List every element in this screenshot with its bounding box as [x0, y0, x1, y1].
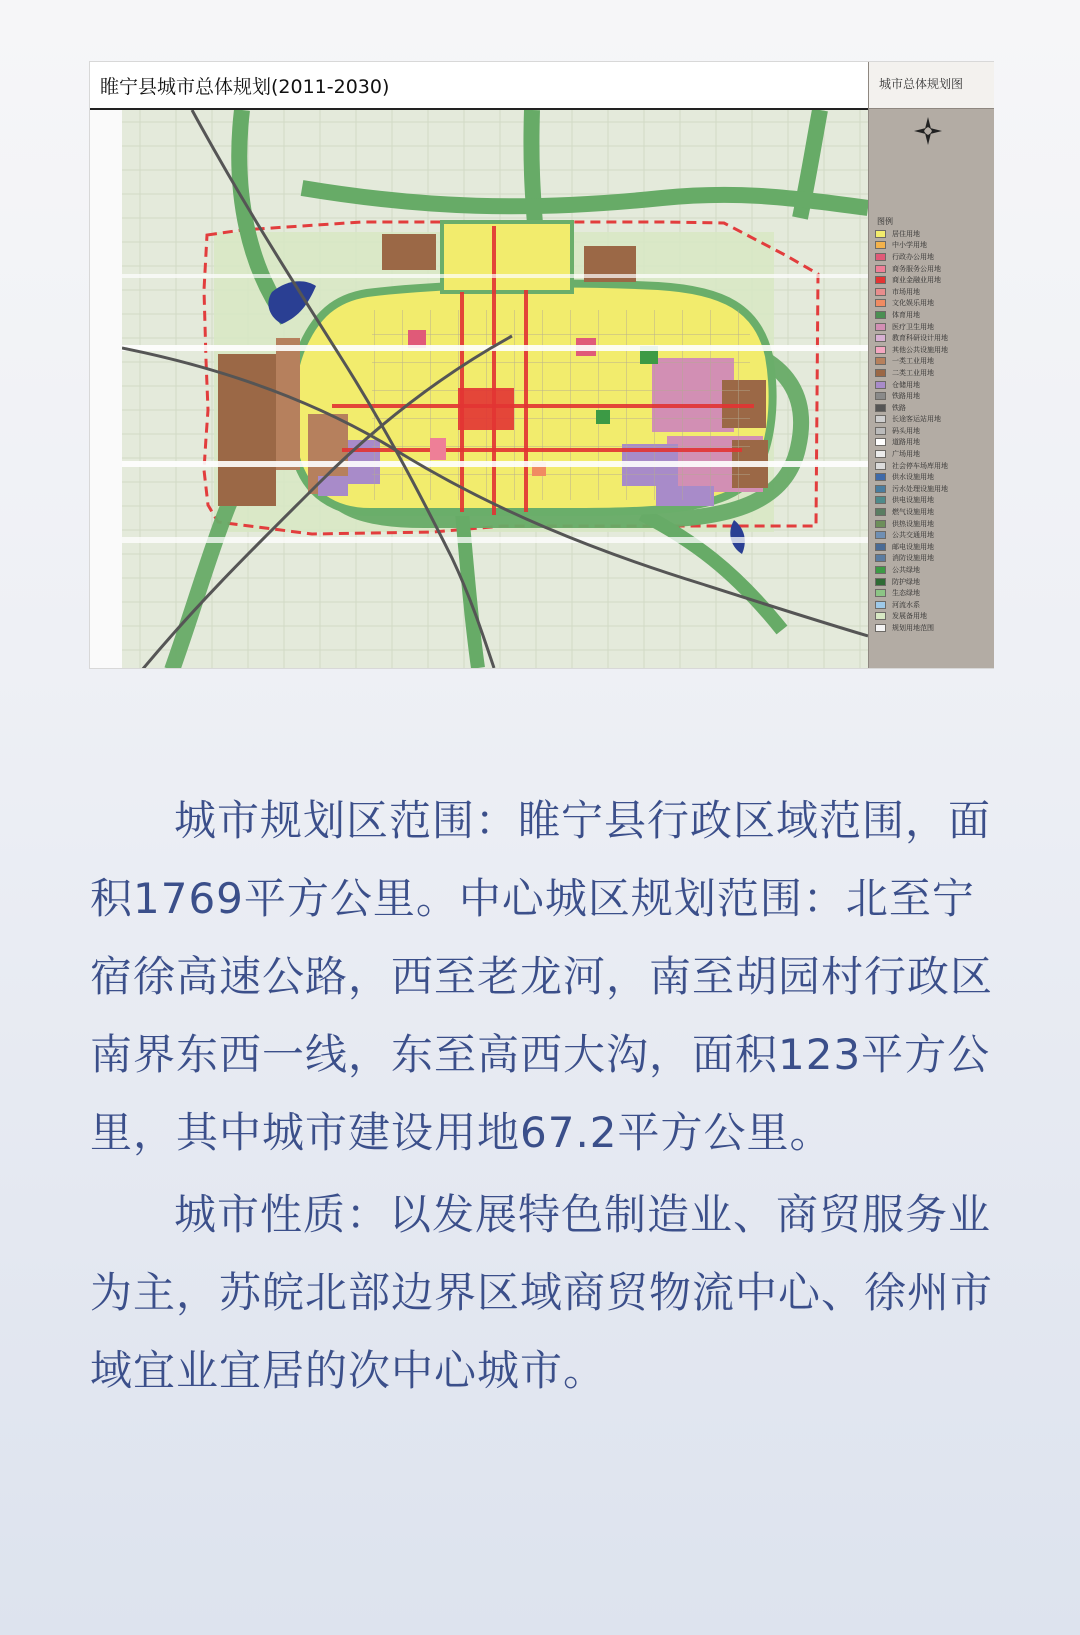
legend-item: [875, 587, 991, 599]
legend-label: 生态绿地: [892, 589, 920, 598]
legend-item: [875, 274, 991, 286]
west-industrial-strip: [276, 338, 300, 470]
legend-item: [875, 414, 991, 426]
legend-label: 河流水系: [892, 600, 920, 609]
legend-label: 消防设施用地: [892, 554, 934, 563]
north-residential-zone: [442, 222, 572, 292]
paragraph-planning-scope: 城市规划区范围：睢宁县行政区域范围，面积1769平方公里。中心城区规划范围：北至宁宿徐高速公路，西至老龙河，南至胡园村行政区南界东西一线，东至高西大沟，面积123平方公里，其中城市建设用地67.2平方公里。: [90, 796, 994, 1157]
legend-item: [875, 611, 991, 623]
legend-label: 市场用地: [892, 287, 920, 296]
legend-item: [875, 437, 991, 449]
legend-label: 邮电设施用地: [892, 542, 934, 551]
map-title-bar: [90, 62, 868, 110]
legend-item: [875, 251, 991, 263]
legend-swatch: [875, 589, 886, 597]
legend-swatch: [875, 253, 886, 261]
legend-label: 供电设施用地: [892, 496, 934, 505]
legend-label: 码头用地: [892, 426, 920, 435]
legend-swatch: [875, 392, 886, 400]
legend-swatch: [875, 566, 886, 574]
legend-swatch: [875, 531, 886, 539]
legend-item: [875, 471, 991, 483]
legend-label: 行政办公用地: [892, 252, 934, 261]
land-use-map-svg: [122, 110, 868, 668]
west-industrial-zone: [218, 354, 276, 506]
legend-label: 长途客运站用地: [892, 415, 941, 424]
legend-label: 一类工业用地: [892, 357, 934, 366]
legend-item: [875, 309, 991, 321]
legend-swatch: [875, 624, 886, 632]
legend-item: [875, 553, 991, 565]
legend-swatch: [875, 288, 886, 296]
legend-swatch: [875, 346, 886, 354]
legend-item: [875, 529, 991, 541]
legend-swatch: [875, 612, 886, 620]
legend-label: 文化娱乐用地: [892, 299, 934, 308]
park-block-1: [596, 410, 610, 424]
planning-map-figure: [90, 62, 993, 668]
legend-label: 公共交通用地: [892, 531, 934, 540]
city-center-commercial: [458, 388, 514, 430]
legend-swatch: [875, 601, 886, 609]
legend-label: 防护绿地: [892, 577, 920, 586]
legend-label: 医疗卫生用地: [892, 322, 934, 331]
legend-item: [875, 228, 991, 240]
civic-block-3: [430, 438, 446, 460]
legend-item: [875, 599, 991, 611]
legend-swatch: [875, 450, 886, 458]
green-corridor-center: [531, 110, 536, 238]
legend-swatch: [875, 508, 886, 516]
legend-swatch: [875, 241, 886, 249]
legend-item: [875, 263, 991, 275]
legend-item: [875, 448, 991, 460]
legend-swatch: [875, 334, 886, 342]
legend-swatch: [875, 323, 886, 331]
legend-swatch: [875, 276, 886, 284]
city-plan-map: [122, 110, 868, 668]
north-industrial-block: [382, 234, 436, 270]
legend-item: [875, 390, 991, 402]
legend-item: [875, 367, 991, 379]
legend-header-title: 城市总体规划图: [879, 77, 964, 91]
legend-item: [875, 298, 991, 310]
legend-swatch: [875, 496, 886, 504]
description-text: [90, 782, 993, 1410]
legend-label: 商业金融业用地: [892, 276, 941, 285]
legend-label: 广场用地: [892, 450, 920, 459]
legend-label: 商务服务公用地: [892, 264, 941, 273]
legend-label: 铁路: [892, 403, 906, 412]
legend-swatch: [875, 578, 886, 586]
legend-item: [875, 332, 991, 344]
map-title: 睢宁县城市总体规划(2011-2030): [100, 76, 390, 98]
legend-label: 教育科研设计用地: [892, 334, 948, 343]
legend-label: 供水设施用地: [892, 473, 934, 482]
legend-item: [875, 564, 991, 576]
legend-swatch: [875, 520, 886, 528]
legend-label: 社会停车场库用地: [892, 461, 948, 470]
legend-swatch: [875, 485, 886, 493]
legend-item: [875, 518, 991, 530]
legend-label: 道路用地: [892, 438, 920, 447]
legend-label: 污水处理设施用地: [892, 484, 948, 493]
legend-swatch: [875, 438, 886, 446]
legend-item: [875, 286, 991, 298]
legend-item: [875, 506, 991, 518]
legend-caption: 图例: [877, 217, 893, 226]
legend-label: 其他公共设施用地: [892, 345, 948, 354]
legend-header: [869, 62, 994, 109]
legend-label: 规划用地范围: [892, 623, 934, 632]
legend-item: [875, 321, 991, 333]
legend-label: 居住用地: [892, 229, 920, 238]
legend-item: [875, 344, 991, 356]
legend-item: [875, 402, 991, 414]
legend-item: [875, 240, 991, 252]
legend-swatch: [875, 357, 886, 365]
legend-swatch: [875, 381, 886, 389]
legend-swatch: [875, 427, 886, 435]
legend-item: [875, 460, 991, 472]
legend-swatch: [875, 554, 886, 562]
legend-swatch: [875, 543, 886, 551]
legend-swatch: [875, 404, 886, 412]
legend-item: [875, 541, 991, 553]
legend-label: 仓储用地: [892, 380, 920, 389]
legend-item: [875, 356, 991, 368]
legend-item: [875, 495, 991, 507]
legend-item: [875, 483, 991, 495]
legend-swatch: [875, 299, 886, 307]
legend-label: 公共绿地: [892, 566, 920, 575]
legend-swatch: [875, 311, 886, 319]
compass-icon: [911, 114, 945, 148]
map-left-strip: [90, 110, 122, 668]
legend-swatch: [875, 415, 886, 423]
legend-swatch: [875, 265, 886, 273]
legend-label: 铁路用地: [892, 392, 920, 401]
legend-label: 中小学用地: [892, 241, 927, 250]
legend-item: [875, 425, 991, 437]
legend-label: 二类工业用地: [892, 368, 934, 377]
legend-item: [875, 622, 991, 634]
legend-item: [875, 379, 991, 391]
legend-swatch: [875, 462, 886, 470]
legend-label: 供热设施用地: [892, 519, 934, 528]
legend-label: 燃气设施用地: [892, 508, 934, 517]
legend-swatch: [875, 369, 886, 377]
legend-label: 发展备用地: [892, 612, 927, 621]
legend-swatch: [875, 473, 886, 481]
legend-list: [875, 228, 991, 634]
legend-swatch: [875, 230, 886, 238]
legend-label: 体育用地: [892, 310, 920, 319]
legend-item: [875, 576, 991, 588]
paragraph-city-nature: 城市性质：以发展特色制造业、商贸服务业为主，苏皖北部边界区域商贸物流中心、徐州市域宜业宜居的次中心城市。: [90, 1190, 994, 1395]
legend-panel: [868, 62, 994, 668]
